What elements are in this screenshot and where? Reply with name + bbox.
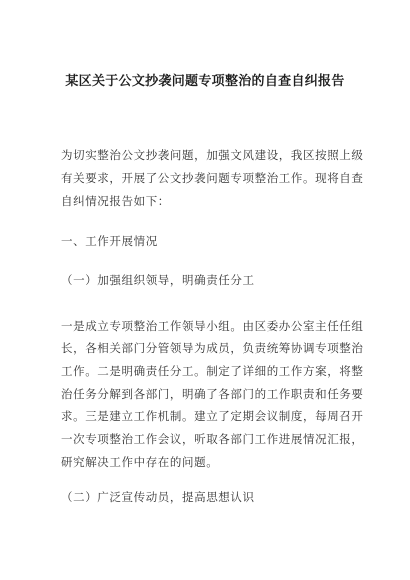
document-title: 某区关于公文抄袭问题专项整治的自查自纠报告 bbox=[65, 74, 345, 89]
intro-line-1: 为切实整治公文抄袭问题，加强文风建设，我区按照上级 bbox=[61, 148, 364, 162]
body-line-3: 工作。二是明确责任分工。制定了详细的工作方案，将整 bbox=[61, 364, 364, 378]
body-line-7: 研究解决工作中存在的问题。 bbox=[61, 455, 219, 469]
body-line-4: 治任务分解到各部门，明确了各部门的工作职责和任务要 bbox=[61, 387, 364, 401]
body-line-1: 一是成立专项整治工作领导小组。由区委办公室主任任组 bbox=[61, 319, 364, 333]
section-heading: 一、工作开展情况 bbox=[61, 234, 158, 248]
intro-line-2: 有关要求，开展了公文抄袭问题专项整治工作。现将自查 bbox=[61, 171, 364, 185]
intro-line-3: 自纠情况报告如下： bbox=[61, 194, 170, 208]
body-line-6: 一次专项整治工作会议，听取各部门工作进展情况汇报， bbox=[61, 432, 364, 446]
subsection-heading-1: （一）加强组织领导，明确责任分工 bbox=[61, 273, 255, 287]
body-line-5: 求。三是建立工作机制。建立了定期会议制度，每周召开 bbox=[61, 409, 364, 423]
subsection-heading-2: （二）广泛宣传动员，提高思想认识 bbox=[61, 490, 255, 504]
body-line-2: 长，各相关部门分管领导为成员，负责统筹协调专项整治 bbox=[61, 341, 364, 355]
